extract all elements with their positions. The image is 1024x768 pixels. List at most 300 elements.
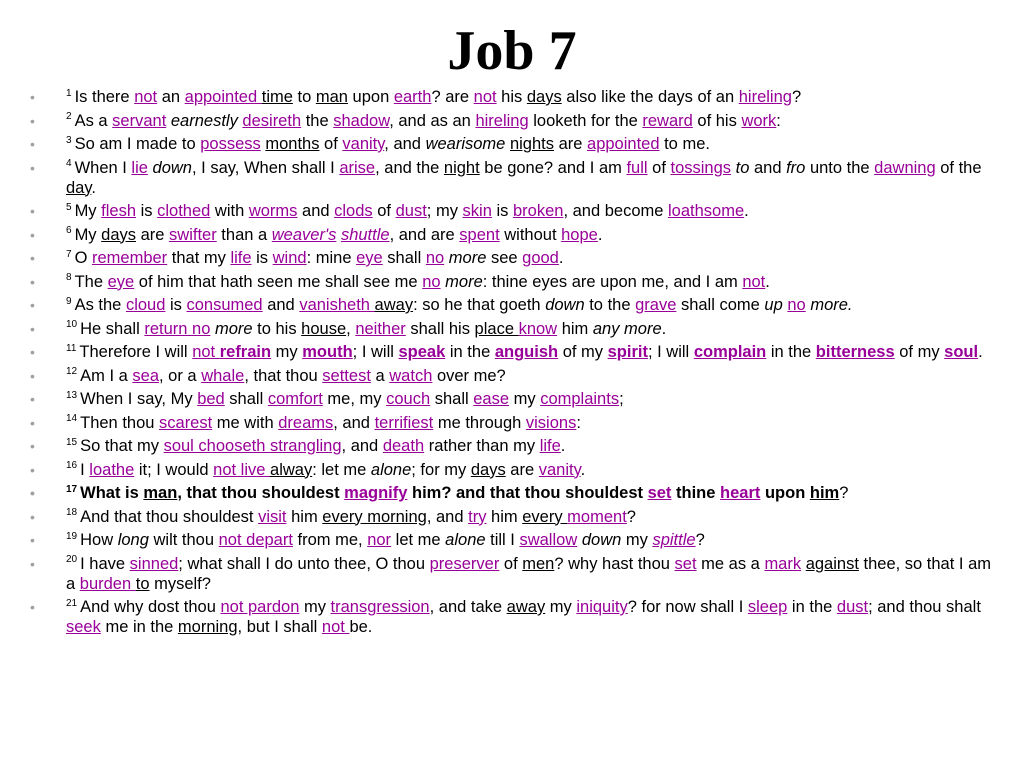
verse-item [30, 366, 1000, 386]
verse-text: . [597, 225, 603, 244]
word-link[interactable]: eye [356, 249, 383, 267]
word-link[interactable]: complain [693, 343, 767, 361]
word-link[interactable]: moment [567, 507, 627, 526]
verse-text: shall his [405, 319, 475, 338]
verse-text: my [299, 598, 331, 616]
word-link[interactable]: weaver's [271, 225, 337, 244]
verse-text: Am I a [80, 366, 133, 385]
verse-text: me with [212, 413, 279, 432]
verse-number: 4 [66, 158, 72, 169]
verse-item [30, 507, 1000, 527]
word-link[interactable]: whale [201, 366, 245, 385]
verse-text: it; I would [134, 460, 214, 479]
verse-text: , and take [429, 598, 507, 616]
verse-text: his [496, 88, 527, 106]
verse-text: My [74, 202, 102, 220]
verse-item [30, 530, 1000, 550]
word-link[interactable]: no [425, 249, 445, 267]
word-link[interactable]: speak [398, 343, 446, 361]
word-link[interactable]: appointed [587, 135, 660, 153]
word-link[interactable]: life [230, 249, 252, 267]
word-link[interactable]: servant [112, 111, 167, 130]
verse-text: my [271, 343, 303, 361]
verse-text: of the [935, 158, 982, 177]
verse-text: ; and thou shalt [868, 598, 981, 616]
verse-text: Then thou [80, 413, 160, 432]
underlined-word: to [135, 574, 150, 593]
word-link[interactable]: refrain [219, 343, 272, 361]
verse-text: And that thou shouldest [80, 507, 259, 526]
italic-word: down [545, 296, 585, 314]
italic-word: to [735, 158, 750, 177]
verse-number: 14 [66, 413, 78, 424]
word-link[interactable]: soul chooseth strangling [163, 437, 342, 455]
bullet-icon: • [30, 508, 35, 525]
word-link[interactable]: swifter [169, 225, 217, 244]
verse-text: So am I made to [74, 135, 201, 153]
underlined-word: months [265, 135, 320, 153]
underlined-word: every [522, 507, 568, 526]
word-link[interactable]: swallow [519, 531, 578, 549]
italic-word: alone [445, 531, 486, 549]
word-link[interactable]: not live [213, 460, 271, 479]
verse-text: let me [391, 531, 446, 549]
verse-text: of his [692, 111, 742, 130]
word-link[interactable]: shuttle [340, 225, 390, 244]
word-link[interactable]: cloud [125, 296, 166, 314]
italic-word: more [445, 272, 483, 291]
verse-number: 6 [66, 225, 72, 236]
word-link[interactable]: hope [561, 225, 598, 244]
verse-text: of [647, 158, 671, 177]
word-link[interactable]: sinned [129, 554, 179, 573]
verse-text: , and [341, 437, 383, 455]
verse-text: ; I will [647, 343, 694, 361]
verse-number: 5 [66, 201, 72, 213]
verse-text: be. [349, 618, 373, 636]
verse-text: Is there [74, 88, 135, 106]
bullet-icon: • [30, 320, 35, 337]
verse-text: thee, so that I am a [66, 554, 991, 593]
verse-number: 15 [66, 436, 78, 448]
word-link[interactable]: vanity [342, 135, 385, 153]
word-link[interactable]: sleep [747, 598, 788, 616]
verse-number: 10 [66, 319, 78, 330]
verse-number: 2 [66, 111, 72, 122]
italic-word: long [117, 531, 149, 549]
word-link[interactable]: not [192, 343, 220, 361]
verse-text: thine [671, 484, 721, 502]
word-link[interactable]: magnify [344, 484, 408, 502]
verse-item [30, 225, 1000, 245]
bullet-icon: • [30, 112, 35, 129]
bullet-icon: • [30, 461, 35, 478]
verse-item [30, 158, 1000, 198]
verse-text: , and become [563, 202, 669, 220]
verse-text: over me? [432, 366, 506, 385]
word-link[interactable]: hireling [738, 88, 792, 106]
bullet-icon: • [30, 136, 35, 152]
word-link[interactable]: loathsome [668, 202, 745, 220]
verse-text: him [557, 319, 593, 338]
word-link[interactable]: skin [462, 202, 492, 220]
verse-text: . [744, 202, 749, 220]
italic-word: more [448, 249, 487, 267]
verse-text: of [319, 135, 343, 153]
verse-text: my [509, 390, 541, 408]
verse-item [30, 436, 1000, 456]
verse-text: is [165, 296, 187, 314]
underlined-word: men [522, 554, 555, 573]
word-link[interactable]: lie [131, 158, 148, 177]
verse-text: him [286, 507, 323, 526]
verse-item [30, 342, 1000, 362]
word-link[interactable]: watch [389, 366, 433, 385]
underlined-word: house [301, 319, 347, 338]
underlined-word: days [470, 460, 506, 479]
verse-text: to the [584, 296, 636, 314]
underlined-word: man [143, 484, 178, 502]
word-link[interactable]: complaints [540, 390, 620, 408]
verse-text: So that my [80, 437, 164, 455]
word-link[interactable]: remember [91, 249, 168, 267]
verse-text: Therefore I will [79, 343, 193, 361]
verse-list [30, 87, 1000, 641]
verse-text: of my [558, 343, 608, 361]
underlined-word: every morning [322, 507, 427, 526]
verse-text: ; for my [411, 460, 471, 479]
word-link[interactable]: shadow [333, 111, 390, 130]
verse-text: . [558, 249, 564, 267]
verse-text: and [262, 296, 300, 314]
verse-text: , but I shall [237, 618, 322, 636]
word-link[interactable]: arise [339, 158, 376, 177]
word-link[interactable]: spirit [607, 343, 648, 361]
word-link[interactable]: not [742, 272, 766, 291]
verse-number: 20 [66, 554, 78, 565]
verse-text: shall [224, 390, 268, 408]
bullet-icon: • [30, 438, 35, 454]
bullet-icon: • [30, 203, 35, 219]
verse-text: shall come [676, 296, 765, 314]
verse-text: and [749, 158, 787, 177]
word-link[interactable]: settest [322, 366, 371, 385]
verse-text: my [545, 598, 577, 616]
word-link[interactable]: worms [248, 202, 298, 220]
word-link[interactable]: know [518, 319, 558, 338]
verse-text: myself? [149, 574, 211, 593]
word-link[interactable]: tossings [670, 158, 732, 177]
bullet-icon: • [30, 391, 35, 407]
verse-text: me in the [100, 618, 178, 636]
word-link[interactable]: grave [635, 296, 677, 314]
word-link[interactable]: heart [720, 484, 761, 502]
verse-text: As a [74, 111, 113, 130]
word-link[interactable]: not [473, 88, 497, 106]
underlined-word: nights [509, 135, 554, 153]
italic-word: alone [370, 460, 412, 479]
word-link[interactable]: wind [272, 249, 307, 267]
word-link[interactable]: couch [386, 390, 431, 408]
verse-text: : [776, 111, 781, 130]
word-link[interactable]: soul [944, 343, 979, 361]
verse-item [30, 389, 1000, 409]
word-link[interactable]: visions [525, 413, 577, 432]
word-link[interactable]: loathe [89, 460, 135, 479]
underlined-word: away [506, 598, 546, 616]
verse-text: unto the [805, 158, 875, 177]
verse-text: , and [333, 413, 375, 432]
word-link[interactable]: possess [200, 135, 261, 153]
italic-word: fro [786, 158, 806, 177]
verse-text: , that thou shouldest [177, 484, 345, 502]
verse-text: , [346, 319, 356, 338]
italic-word: down [152, 158, 192, 177]
word-link[interactable]: vanity [538, 460, 581, 479]
bullet-icon: • [30, 599, 35, 615]
verse-number: 17 [66, 483, 78, 495]
word-link[interactable]: preserver [429, 554, 500, 573]
word-link[interactable]: earth [393, 88, 432, 106]
verse-text: . [91, 178, 96, 197]
verse-text: . [978, 343, 983, 361]
word-link[interactable]: set [647, 484, 672, 502]
verse-text: : [576, 413, 581, 432]
verse-text: till I [485, 531, 520, 549]
word-link[interactable]: mouth [302, 343, 353, 361]
word-link[interactable]: not depart [218, 531, 293, 549]
verse-text: ; [619, 390, 624, 408]
italic-word: more. [810, 296, 853, 314]
verse-text: to [292, 88, 316, 106]
word-link[interactable]: dust [395, 202, 427, 220]
word-link[interactable]: bitterness [815, 343, 895, 361]
word-link[interactable]: no [787, 296, 806, 314]
verse-text: , or a [159, 366, 202, 385]
verse-text: How [80, 531, 118, 549]
verse-text: a [370, 366, 390, 385]
verse-text: When I say, My [80, 390, 198, 408]
word-link[interactable]: nor [367, 531, 392, 549]
word-link[interactable]: dust [836, 598, 869, 616]
italic-word: earnestly [170, 111, 238, 130]
word-link[interactable]: reward [642, 111, 693, 130]
verse-text: is [491, 202, 513, 220]
word-link[interactable]: burden [79, 574, 136, 593]
word-link[interactable]: work [741, 111, 777, 130]
verse-number: 16 [66, 460, 78, 471]
word-link[interactable]: dreams [278, 413, 334, 432]
bullet-icon: • [30, 89, 35, 105]
bullet-icon: • [30, 250, 35, 266]
verse-text: , I say, When shall I [191, 158, 340, 177]
verse-text: : so he that goeth [413, 296, 546, 314]
verse-text: ? [791, 88, 802, 106]
underlined-word: day [66, 178, 92, 197]
verse-text: me through [433, 413, 526, 432]
verse-text: : thine eyes are upon me, and I am [482, 272, 743, 291]
word-link[interactable]: seek [66, 618, 101, 636]
word-link[interactable]: set [674, 554, 697, 573]
verse-item [30, 272, 1000, 292]
verse-text: to his [252, 319, 302, 338]
italic-word: any more [592, 319, 662, 338]
word-link[interactable]: mark [764, 554, 802, 573]
verse-item [30, 413, 1000, 433]
verse-text: What is [80, 484, 144, 502]
verse-text: upon [347, 88, 394, 106]
verse-text: . [765, 272, 770, 291]
verse-text: than a [216, 225, 272, 244]
verse-item [30, 554, 1000, 594]
verse-text: him [486, 507, 523, 526]
verse-text: shall [382, 249, 426, 267]
word-link[interactable]: death [382, 437, 425, 455]
word-link[interactable]: full [626, 158, 648, 177]
verse-text: of him that hath seen me shall see me [134, 272, 423, 291]
verse-text: of my [894, 343, 945, 361]
word-link[interactable]: neither [355, 319, 406, 338]
verse-item [30, 134, 1000, 154]
verse-item [30, 483, 1000, 503]
word-link[interactable]: iniquity [576, 598, 628, 616]
verse-text: When I [74, 158, 132, 177]
word-link[interactable]: dawning [874, 158, 936, 177]
word-link[interactable]: clothed [157, 202, 211, 220]
verse-number: 13 [66, 389, 78, 401]
verse-number: 18 [66, 507, 78, 518]
verse-text: : mine [306, 249, 357, 267]
underlined-word: days [101, 225, 137, 244]
word-link[interactable]: comfort [267, 390, 323, 408]
verse-text: from me, [292, 531, 368, 549]
word-link[interactable]: sea [132, 366, 159, 385]
underlined-word: days [526, 88, 562, 106]
verse-number: 12 [66, 366, 78, 377]
verse-text: As the [74, 296, 126, 314]
verse-number: 7 [66, 248, 72, 260]
verse-number: 9 [66, 295, 72, 307]
bullet-icon: • [30, 344, 35, 360]
word-link[interactable]: ease [473, 390, 510, 408]
verse-text: without [499, 225, 562, 244]
word-link[interactable]: vanisheth [299, 296, 375, 314]
underlined-word: away [374, 296, 414, 314]
verse-text: me, my [322, 390, 387, 408]
verse-text: an [157, 88, 185, 106]
verse-item [30, 87, 1000, 107]
word-link[interactable]: life [539, 437, 561, 455]
word-link[interactable]: return no [144, 319, 211, 338]
underlined-word: night [443, 158, 480, 177]
verse-text: rather than my [424, 437, 540, 455]
verse-text: My [74, 225, 102, 244]
verse-text: and [297, 202, 335, 220]
verse-text: are [553, 135, 588, 153]
word-link[interactable]: terrifiest [374, 413, 434, 432]
verse-text: , and as an [389, 111, 476, 130]
verse-text: , that thou [244, 366, 323, 385]
italic-word: down [581, 531, 622, 549]
verse-text: the [301, 111, 334, 130]
word-link[interactable]: appointed [184, 88, 262, 106]
verse-text: to me. [659, 135, 710, 153]
verse-text: I have [80, 554, 130, 573]
bullet-icon: • [30, 367, 35, 384]
verse-text: see [486, 249, 523, 267]
verse-number: 8 [66, 272, 72, 283]
word-link[interactable]: clods [334, 202, 373, 220]
verse-text: of [372, 202, 396, 220]
verse-text: me as a [696, 554, 765, 573]
word-link[interactable]: consumed [186, 296, 263, 314]
word-link[interactable]: not [134, 88, 158, 106]
verse-text: ; I will [352, 343, 399, 361]
word-link[interactable]: bed [197, 390, 225, 408]
bullet-icon: • [30, 414, 35, 431]
verse-text: , and the [375, 158, 444, 177]
bullet-icon: • [30, 555, 35, 572]
word-link[interactable]: transgression [330, 598, 430, 616]
word-link[interactable]: visit [258, 507, 287, 526]
word-link[interactable]: try [468, 507, 487, 526]
verse-text: ; my [426, 202, 463, 220]
word-link[interactable]: not pardon [220, 598, 300, 616]
word-link[interactable]: spent [459, 225, 500, 244]
verse-number: 21 [66, 597, 78, 609]
verse-item [30, 248, 1000, 268]
verse-text: be gone? and I am [479, 158, 627, 177]
word-link[interactable]: flesh [101, 202, 137, 220]
word-link[interactable]: hireling [475, 111, 529, 130]
bullet-icon: • [30, 226, 35, 243]
verse-text: , and [426, 507, 469, 526]
underlined-word: place [474, 319, 519, 338]
verse-item [30, 597, 1000, 637]
word-link[interactable]: eye [107, 272, 135, 291]
verse-item [30, 295, 1000, 315]
word-link[interactable]: spittle [652, 531, 696, 549]
verse-text: with [210, 202, 249, 220]
word-link[interactable]: not [321, 618, 350, 636]
bullet-icon: • [30, 485, 35, 501]
verse-text: in the [766, 343, 816, 361]
verse-text: in the [445, 343, 495, 361]
verse-text: ? for now shall I [627, 598, 748, 616]
verse-text: . [661, 319, 667, 338]
underlined-word: man [315, 88, 348, 106]
word-link[interactable]: broken [512, 202, 564, 220]
verse-text: : let me [312, 460, 371, 479]
word-link[interactable]: desireth [242, 111, 302, 130]
verse-text: ? are [431, 88, 474, 106]
word-link[interactable]: anguish [494, 343, 559, 361]
underlined-word: against [805, 554, 859, 573]
verse-text: of [499, 554, 523, 573]
underlined-word: him [809, 484, 840, 502]
underlined-word: time [261, 88, 293, 106]
italic-word: up [764, 296, 783, 314]
verse-text: also like the days of an [561, 88, 739, 106]
verse-text: ; what shall I do unto thee, O thou [178, 554, 430, 573]
word-link[interactable]: good [522, 249, 559, 267]
word-link[interactable]: scarest [159, 413, 213, 432]
verse-text: I [80, 460, 90, 479]
word-link[interactable]: no [422, 272, 441, 291]
verse-number: 19 [66, 530, 78, 542]
verse-text: shall [430, 390, 474, 408]
verse-text: , and [384, 135, 426, 153]
